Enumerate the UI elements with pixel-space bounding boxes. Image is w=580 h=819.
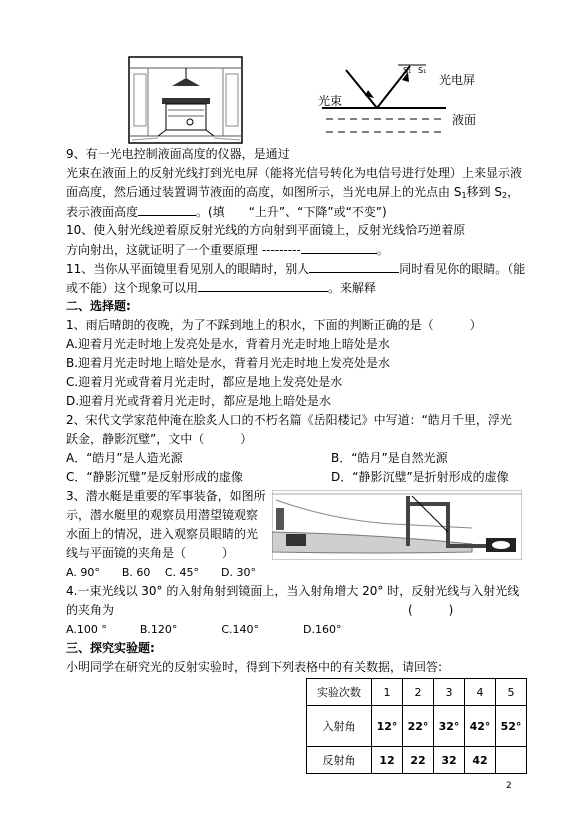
table-cell: 12: [372, 747, 403, 774]
label-beam: 光束: [318, 94, 343, 108]
s2-q3-line1: 3、潜水艇是重要的军事装备，如图所: [66, 489, 266, 503]
s2-q2-option-c[interactable]: C．“静影沉璧”是反射形成的虚像: [66, 470, 243, 484]
s2-q1-option-b[interactable]: B.迎着月光走时地上暗处是水，背着月光走时地上发亮处是水: [66, 356, 391, 370]
section2-title: 二、选择题:: [66, 299, 131, 313]
label-s1b: S₁: [418, 66, 427, 75]
submarine-figure: [272, 490, 522, 560]
s2-q2-option-a[interactable]: A．“皓月”是人造光源: [66, 451, 183, 465]
s2-q2-option-d[interactable]: D．“静影沉璧”是折射形成的虚像: [331, 470, 509, 484]
s2-q3-line4: 线与平面镜的夹角是（ ）: [66, 546, 235, 560]
s2-q1-stem: 1、雨后晴朗的夜晚，为了不踩到地上的积水，下面的判断正确的是（ ）: [66, 318, 482, 332]
s2-q3-line3: 水面上的情况，进入观察员眼睛的光: [66, 527, 259, 541]
label-screen: 光电屏: [439, 73, 476, 87]
table-cell: 22°: [403, 706, 434, 747]
s2-q2-option-b[interactable]: B．“皓月”是自然光源: [331, 451, 448, 465]
s2-q1-option-a[interactable]: A.迎着月光走时地上发亮处是水，背着月光走时地上暗处是水: [66, 337, 390, 351]
table-cell: 42°: [465, 706, 496, 747]
s2-q4-line1-visible: 4.一束光线以 30° 的入射角射到镜面上，当入射角增大 20° 时，反射光线与入射光线: [66, 584, 520, 598]
table-col-header: 2: [403, 679, 434, 706]
table-cell: [496, 747, 527, 774]
q11-answer-blank-2[interactable]: [198, 279, 328, 292]
s2-q3-line2: 示，潜水艇里的观察员用潜望镜观察: [66, 508, 259, 522]
room-figure: [128, 56, 244, 146]
table-cell: 52°: [496, 706, 527, 747]
table-cell: 12°: [372, 706, 403, 747]
q9-line4: 表示液面高度 。(填 “上升”、“下降”或“不变”): [66, 205, 387, 219]
label-s1a: S₁: [403, 66, 412, 75]
table-row-reflection: [307, 747, 527, 774]
beam-diagram: [318, 50, 498, 150]
table-col-header: 3: [434, 679, 465, 706]
q9-answer-blank[interactable]: [138, 203, 196, 216]
table-row-label: 入射角: [307, 706, 372, 747]
q10-answer-blank[interactable]: [301, 241, 377, 254]
results-table: [306, 678, 527, 774]
table-cell: 42: [465, 747, 496, 774]
table-cell: 32: [434, 747, 465, 774]
page-number: 2: [506, 781, 512, 791]
section3-intro: 小明同学在研究光的反射实验时，得到下列表格中的有关数据，请回答:: [66, 660, 443, 674]
table-col-header: 5: [496, 679, 527, 706]
s2-q2-line1: 2、宋代文学家范仲淹在脍炙人口的不朽名篇《岳阳楼记》中写道：“皓月千里，浮光: [66, 413, 512, 427]
q9-line3: 面高度，然后通过装置调节液面的高度，如图所示，当光电屏上的光点由 $S_1$移到 $S_2$，: [66, 185, 520, 200]
s2-q3-options[interactable]: A. 90° B. 60 C. 45° D. 30°: [66, 566, 256, 579]
table-cell: 32°: [434, 706, 465, 747]
table-cell: 22: [403, 747, 434, 774]
section3-title: 三、探究实验题:: [66, 641, 155, 655]
s2-q1-option-d[interactable]: D.迎着月光或背着月光走时，都应是地上暗处是水: [66, 394, 332, 408]
s2-q1-option-c[interactable]: C.迎着月光或背着月光走时，都应是地上发亮处是水: [66, 375, 343, 389]
table-row-label: 反射角: [307, 747, 372, 774]
s2-q4-answer-paren[interactable]: ( ): [408, 603, 454, 617]
q9-line2: 光束在液面上的反射光线打到光电屏（能将光信号转化为电信号进行处理）上来显示液: [66, 166, 523, 180]
s2-q2-line2: 跃金，静影沉璧”，文中（ ）: [66, 432, 253, 446]
q9-line1: 9、有一光电控制液面高度的仪器，是通过: [66, 147, 290, 161]
table-col-header: 4: [465, 679, 496, 706]
table-header-label: 实验次数: [307, 679, 372, 706]
s2-q4-line2: 的夹角为: [66, 603, 115, 617]
q11-line1: 11、当你从平面镜里看见别人的眼睛时，别人 同时看见你的眼睛。（能: [66, 262, 526, 276]
table-col-header: 1: [372, 679, 403, 706]
q10-line2: 方向射出，这就证明了一个重要原理 --------- 。: [66, 243, 389, 257]
q11-line2: 或不能）这个现象可以用 。来解释: [66, 281, 377, 295]
table-row-incidence: [307, 706, 527, 747]
q10-line1: 10、使入射光线逆着原反射光线的方向射到平面镜上，反射光线恰巧逆着原: [66, 223, 466, 237]
q11-answer-blank-1[interactable]: [309, 260, 399, 273]
table-header-row: [307, 679, 527, 706]
label-liquid: 液面: [452, 113, 477, 127]
s2-q4-options[interactable]: A.100 ° B.120° C.140° D.160°: [66, 623, 342, 636]
